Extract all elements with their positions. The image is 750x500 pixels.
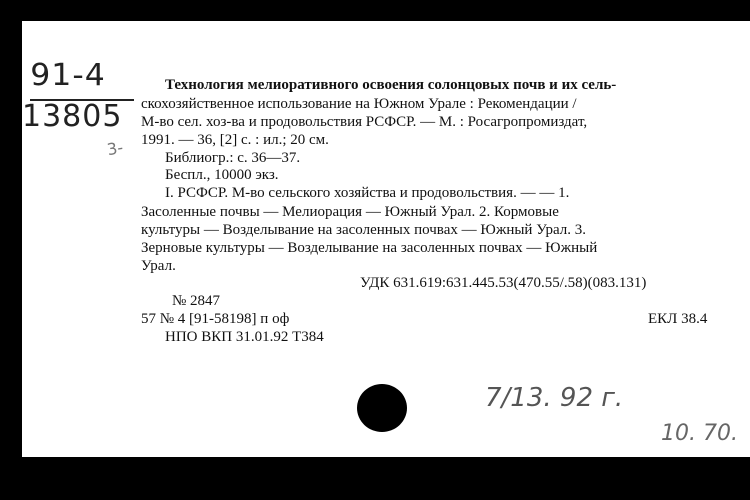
bibliography-note: Библиогр.: с. 36—37. — [165, 150, 301, 166]
title-line-4: 1991. — 36, [2] с. : ил.; 20 см. — [141, 132, 329, 148]
handwritten-note-1: 7/13. 92 г. — [485, 383, 624, 413]
subject-line-2: Засоленные почвы — Мелиорация — Южный Урал. 2. Кормовые — [141, 204, 559, 220]
handwritten-scribble: 3- — [105, 137, 125, 160]
title-line-1: Технология мелиоративного освоения солонцовых почв и их сель- — [165, 77, 617, 93]
ink-blot — [357, 384, 407, 432]
handwritten-note-2: 10. 70. — [661, 421, 738, 446]
price-run-note: Беспл., 10000 экз. — [165, 167, 279, 183]
title-line-2: скохозяйственное использование на Южном Урале : Рекомендации / — [141, 96, 577, 112]
handwritten-code-top: 91-4 — [30, 58, 106, 93]
print-code: 57 № 4 [91-58198] п оф — [141, 311, 290, 327]
title-line-3: М-во сел. хоз-ва и продовольствия РСФСР. — М. : Росагропромиздат, — [141, 114, 588, 130]
handwritten-code-bottom: 13805 — [22, 99, 123, 134]
subject-line-5: Урал. — [141, 258, 176, 274]
subject-line-1: I. РСФСР. М-во сельского хозяйства и продовольствия. — — 1. — [165, 185, 570, 201]
npo-code: НПО ВКП 31.01.92 Т384 — [165, 329, 324, 345]
udc-code: УДК 631.619:631.445.53(470.55/.58)(083.131) — [360, 275, 647, 291]
subject-line-3: культуры — Возделывание на засоленных почвах — Южный Урал. 3. — [141, 222, 587, 238]
subject-line-4: Зерновые культуры — Возделывание на засоленных почвах — Южный — [141, 240, 598, 256]
card-number: № 2847 — [172, 293, 221, 309]
ekl-code: ЕКЛ 38.4 — [648, 311, 708, 327]
